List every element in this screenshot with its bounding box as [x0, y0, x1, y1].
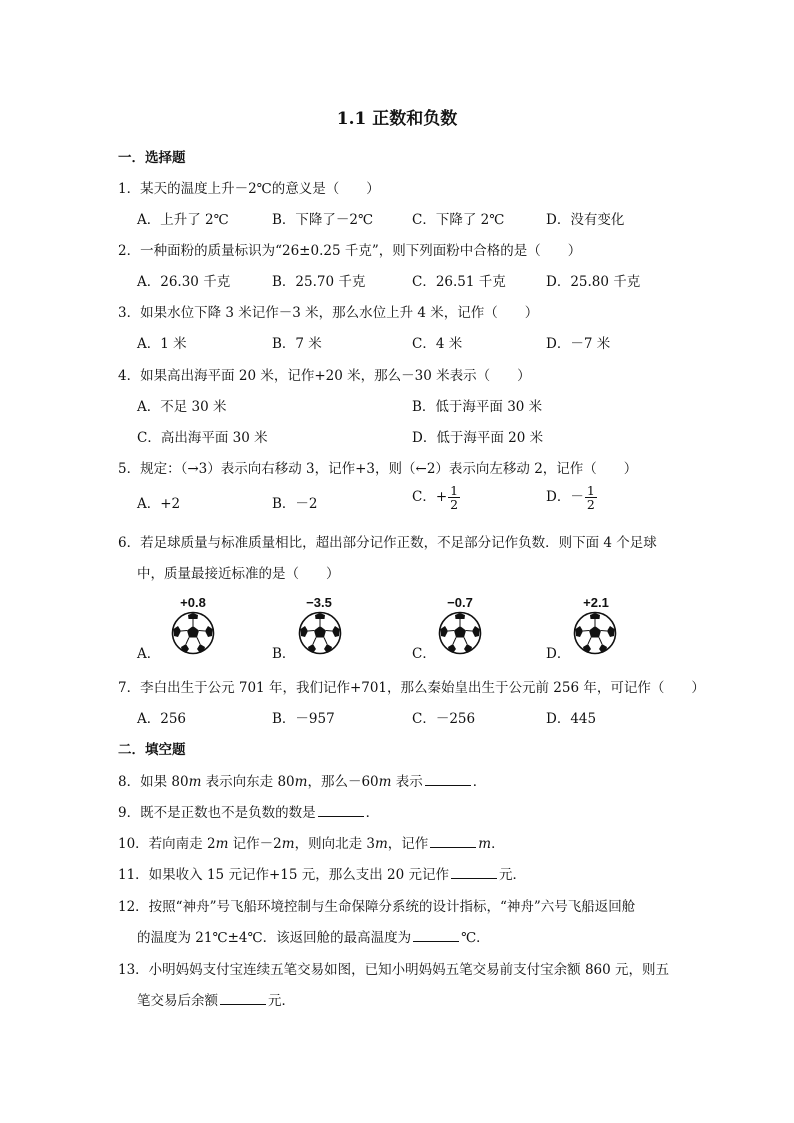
question-5-stem: 5．规定：（→3）表示向右移动 3，记作+3，则（←2）表示向左移动 2，记作（ ）: [118, 461, 638, 477]
question-2-option-c: C．26.51 千克: [412, 274, 506, 290]
soccer-ball-icon: [438, 611, 482, 655]
question-9: 9．既不是正数也不是负数的数是 ．: [118, 805, 380, 821]
question-6-stem-line-2: 中，质量最接近标准的是（ ）: [137, 566, 340, 582]
question-3-option-b: B．7 米: [272, 336, 322, 352]
question-6-stem-line-1: 6．若足球质量与标准质量相比，超出部分记作正数，不足部分记作负数．则下面 4 个足球: [118, 535, 657, 551]
question-7-option-a: A．256: [137, 711, 187, 727]
question-7-option-d: D．445: [546, 711, 597, 727]
answer-blank[interactable]: [451, 866, 497, 879]
question-12-line-1: 12．按照“神舟”号飞船环境控制与生命保障分系统的设计指标，“神舟”六号飞船返回舱: [118, 899, 636, 915]
question-7-option-c: C．－256: [412, 711, 476, 727]
answer-blank[interactable]: [430, 835, 476, 848]
section-heading-fill-in: 二．填空题: [118, 742, 186, 758]
question-4-option-c: C．高出海平面 30 米: [137, 430, 268, 446]
answer-blank[interactable]: [318, 804, 364, 817]
question-5-option-c: [412, 484, 460, 511]
ball-a-label: +0.8: [180, 595, 206, 610]
question-7-option-b: B．－957: [272, 711, 335, 727]
question-13-line-2: 笔交易后余额 元．: [137, 993, 295, 1009]
fraction-one-half: $\frac{1}{2}$: [450, 483, 459, 513]
question-2-stem: 2．一种面粉的质量标识为“26±0.25 千克”，则下列面粉中合格的是（ ）: [118, 243, 582, 259]
question-3-option-a: A．1 米: [137, 336, 187, 352]
question-3-option-d: D．－7 米: [546, 336, 611, 352]
question-10: 10．若向南走 2m 记作－2m，则向北走 3m，记作 m．: [118, 836, 505, 852]
question-1-option-a: A．上升了 2℃: [137, 212, 229, 228]
fraction-one-half: $\frac{1}{2}$: [586, 483, 595, 513]
soccer-ball-icon: [298, 611, 342, 655]
question-2-option-a: A．26.30 千克: [137, 274, 231, 290]
question-1-option-d: D．没有变化: [546, 212, 625, 228]
soccer-ball-icon: [171, 611, 215, 655]
question-5-option-b: B．－2: [272, 496, 318, 512]
answer-blank[interactable]: [413, 929, 459, 942]
section-heading-choice: 一．选择题: [118, 150, 186, 166]
ball-b-label: −3.5: [306, 595, 332, 610]
question-1-option-b: B．下降了－2℃: [272, 212, 374, 228]
question-3-stem: 3．如果水位下降 3 米记作－3 米，那么水位上升 4 米，记作（ ）: [118, 305, 539, 321]
question-4-option-b: B．低于海平面 30 米: [412, 399, 543, 415]
question-6-option-d: D．: [546, 646, 571, 662]
question-1-stem: 1．某天的温度上升－2℃的意义是（ ）: [118, 181, 380, 197]
ball-c-label: −0.7: [447, 595, 473, 610]
question-2-option-b: B．25.70 千克: [272, 274, 366, 290]
question-5-option-d: [546, 484, 597, 511]
question-5-option-d-prefix: D．－: [546, 489, 584, 506]
question-4-option-d: D．低于海平面 20 米: [412, 430, 544, 446]
question-1-option-c: C．下降了 2℃: [412, 212, 505, 228]
question-13-line-1: 13．小明妈妈支付宝连续五笔交易如图，已知小明妈妈五笔交易前支付宝余额 860 元，则五: [118, 962, 670, 978]
question-7-stem: 7．李白出生于公元 701 年，我们记作+701，那么秦始皇出生于公元前 256 年，可记作（ ）: [118, 680, 705, 696]
question-3-option-c: C．4 米: [412, 336, 463, 352]
question-6-option-c: C．: [412, 646, 436, 662]
soccer-ball-icon: [573, 611, 617, 655]
question-2-option-d: D．25.80 千克: [546, 274, 641, 290]
question-8: 8．如果 80m 表示向东走 80m，那么－60m 表示 ．: [118, 774, 487, 790]
answer-blank[interactable]: [425, 773, 471, 786]
question-5-option-a: A．+2: [137, 496, 181, 512]
page-title: 1.1 正数和负数: [336, 109, 458, 129]
question-6-option-b: B．: [272, 646, 296, 662]
answer-blank[interactable]: [220, 992, 266, 1005]
question-6-option-a: A．: [137, 646, 161, 662]
question-4-stem: 4．如果高出海平面 20 米，记作+20 米，那么－30 米表示（ ）: [118, 368, 531, 384]
question-11: 11．如果收入 15 元记作+15 元，那么支出 20 元记作 元．: [118, 867, 526, 883]
question-5-option-c-prefix: C．+: [412, 489, 448, 506]
ball-d-label: +2.1: [583, 595, 609, 610]
question-12-line-2: 的温度为 21℃±4℃．该返回舱的最高温度为 ℃．: [137, 930, 490, 946]
question-4-option-a: A．不足 30 米: [137, 399, 227, 415]
